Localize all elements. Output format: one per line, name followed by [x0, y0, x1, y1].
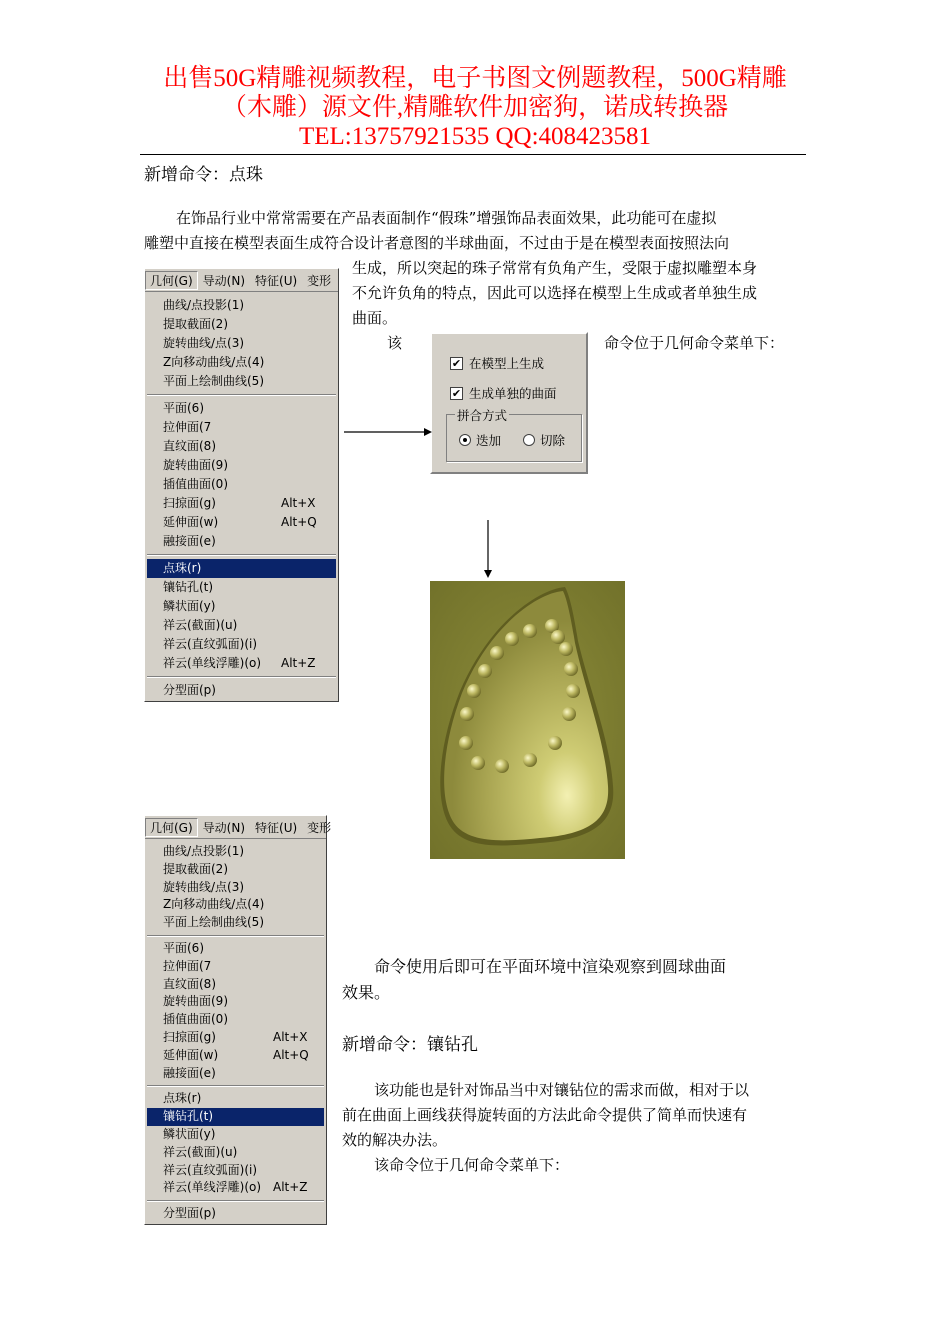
menu-item[interactable] [145, 1011, 326, 1029]
bead [490, 646, 504, 660]
checkbox-box: ✔ [451, 356, 462, 370]
menu-item-label: Z向移动曲线/点(4) [163, 355, 265, 369]
menu-item-label: Z向移动曲线/点(4) [163, 897, 265, 912]
menu-item-shortcut: Alt+Q [281, 515, 317, 529]
bead [467, 684, 481, 698]
menu-item-label: 祥云(直纹弧面)(i) [163, 637, 258, 651]
paragraph-line: 曲面。 [352, 309, 398, 327]
menu-item-label: 平面(6) [163, 401, 204, 415]
dot-bead-options-dialog [430, 332, 588, 474]
menu-item[interactable] [145, 494, 338, 513]
menu-item[interactable] [145, 437, 338, 456]
menu-item-label: 祥云(单线浮雕)(o) [163, 1180, 262, 1195]
menu-item-label: 扫掠面(g) [163, 496, 216, 510]
bead [523, 753, 537, 767]
paragraph-fragment: 命令位于几何命令菜单下： [604, 334, 785, 352]
bead [551, 630, 565, 644]
menu-item[interactable] [145, 958, 326, 976]
geometry-menu-screenshot-2 [144, 815, 332, 1225]
menu-item-label: 拉伸面(7 [163, 420, 212, 434]
down-arrow-icon [480, 520, 496, 580]
menubar-item[interactable]: 几何(G) [145, 818, 198, 837]
menu-item[interactable] [147, 1108, 324, 1126]
menu-item[interactable] [145, 1090, 326, 1108]
header-divider [140, 154, 806, 155]
section1-paragraph-top [144, 206, 806, 256]
menu-item[interactable] [145, 418, 338, 437]
section-title-diamond-hole: 新增命令：镶钻孔 [342, 1035, 478, 1055]
menu-separator [145, 673, 338, 681]
menu-item[interactable] [145, 616, 338, 635]
menu-separator [145, 932, 326, 940]
bead [564, 662, 578, 676]
menu-item-label: 旋转曲线/点(3) [163, 879, 245, 894]
menu-item-label: 平面上绘制曲线(5) [163, 374, 264, 388]
generate-on-model-checkbox[interactable] [450, 354, 544, 372]
group-title: 拼合方式 [457, 408, 508, 423]
menu-item[interactable] [145, 1144, 326, 1162]
header-line-2: （木雕）源文件,精雕软件加密狗，诺成转换器 [221, 94, 729, 121]
menu-item-label: 插值曲面(0) [163, 1012, 228, 1027]
bead [559, 642, 573, 656]
menu-item[interactable] [145, 578, 338, 597]
menu-separator [145, 1082, 326, 1090]
section1-result-text [342, 954, 808, 1006]
checkbox-label: 生成单独的曲面 [469, 386, 557, 401]
menu-item[interactable] [145, 681, 338, 700]
menu-item-label: 直纹面(8) [163, 439, 216, 453]
menubar-item[interactable]: 几何(G) [145, 271, 198, 290]
paragraph-fragment: 该 [387, 334, 403, 352]
menu-item-label: 提取截面(2) [163, 861, 228, 876]
menu-item-shortcut: Alt+Z [281, 656, 316, 670]
menu-item-label: 镶钻孔(t) [163, 1109, 214, 1124]
menu-item[interactable] [145, 334, 338, 353]
menu-item-label: 延伸面(w) [163, 515, 219, 529]
menu-item-shortcut: Alt+X [273, 1029, 308, 1044]
menu-item[interactable] [145, 879, 326, 897]
menu-item-label: 提取截面(2) [163, 317, 228, 331]
menu-item-label: 拉伸面(7 [163, 958, 212, 973]
menu-item[interactable] [145, 399, 338, 418]
radio-label: 迭加 [476, 433, 502, 448]
menu-item[interactable] [145, 1205, 326, 1223]
menu-item-label: 祥云(截面)(u) [163, 618, 238, 632]
menu-item-label: 平面(6) [163, 940, 204, 955]
menu-item[interactable] [145, 1162, 326, 1180]
paragraph-line: 该功能也是针对饰品当中对镶钻位的需求而做，相对于以 [374, 1081, 750, 1099]
menu-item[interactable] [145, 1179, 326, 1197]
menu-item[interactable] [145, 896, 326, 914]
bead [459, 736, 473, 750]
menu-item[interactable] [145, 843, 326, 861]
menu-item[interactable] [145, 513, 338, 532]
menu-item[interactable] [145, 372, 338, 391]
paragraph-line: 效的解决办法。 [342, 1131, 448, 1149]
menu-item-label: 延伸面(w) [163, 1047, 219, 1062]
menu-item-label: 祥云(直纹弧面)(i) [163, 1162, 258, 1177]
menu-item[interactable] [145, 1126, 326, 1144]
menu-item[interactable] [145, 654, 338, 673]
menu-item[interactable] [145, 635, 338, 654]
menu-item[interactable] [145, 475, 338, 494]
paragraph-line: 生成，所以突起的珠子常常有负角产生，受限于虚拟雕塑本身 [352, 259, 758, 277]
menubar-item[interactable]: 特征(U) [255, 273, 298, 288]
menu-item-label: 旋转曲面(9) [163, 458, 228, 472]
menu-item-label: 旋转曲面(9) [163, 994, 228, 1009]
geometry-menu-screenshot-1 [144, 268, 339, 702]
bead [523, 624, 537, 638]
menu-item-label: 融接面(e) [163, 1065, 216, 1080]
paragraph-line: 该命令位于几何命令菜单下： [374, 1156, 570, 1174]
menu-item[interactable] [145, 315, 338, 334]
paragraph-line: 雕塑中直接在模型表面生成符合设计者意图的半球曲面，不过由于是在模型表面按照法向 [144, 234, 730, 252]
generate-separate-surface-checkbox[interactable] [450, 384, 557, 402]
menubar-item[interactable]: 特征(U) [255, 820, 298, 835]
menu-item-shortcut: Alt+Z [273, 1180, 308, 1195]
menu-item-label: 分型面(p) [163, 683, 216, 697]
menu-item-label: 旋转曲线/点(3) [163, 336, 245, 350]
menu-separator [145, 391, 338, 399]
menubar-item[interactable]: 导动(N) [202, 820, 246, 835]
menu-item[interactable] [145, 456, 338, 475]
menu-item-label: 鳞状面(y) [163, 1126, 216, 1141]
bead [471, 756, 485, 770]
menu-item-label: 曲线/点投影(1) [163, 298, 245, 312]
radio-dot [523, 434, 535, 446]
section1-paragraph-side [352, 256, 808, 331]
menu-item-label: 祥云(截面)(u) [163, 1144, 238, 1159]
rendered-bead-model-image [430, 581, 625, 859]
paragraph-line: 命令使用后即可在平面环境中渲染观察到圆球曲面 [374, 957, 727, 976]
menu-separator [145, 1197, 326, 1205]
menu-item[interactable] [145, 296, 338, 315]
cut-radio[interactable] [523, 431, 565, 449]
paragraph-line: 前在曲面上画线获得旋转面的方法此命令提供了简单而快速有 [342, 1106, 748, 1124]
menu-item-label: 融接面(e) [163, 534, 216, 548]
menu-item[interactable] [145, 861, 326, 879]
menu-item[interactable] [147, 559, 336, 578]
radio-dot [459, 434, 471, 446]
menu-item[interactable] [145, 914, 326, 932]
radio-label: 切除 [540, 433, 566, 448]
right-arrow-icon [344, 424, 432, 440]
menu-item-label: 分型面(p) [163, 1206, 216, 1221]
section-title-dot-bead: 新增命令：点珠 [144, 165, 263, 185]
checkbox-label: 在模型上生成 [469, 356, 545, 371]
menu-item[interactable] [145, 940, 326, 958]
menubar-item[interactable]: 导动(N) [202, 273, 246, 288]
merge-mode-group [446, 408, 582, 462]
bead [460, 707, 474, 721]
bead [562, 707, 576, 721]
header-line-1: 出售50G精雕视频教程，电子书图文例题教程，500G精雕 [163, 65, 787, 92]
bead [505, 632, 519, 646]
menu-item[interactable] [145, 532, 338, 551]
menu-item-label: 祥云(单线浮雕)(o) [163, 656, 262, 670]
menu-item-shortcut: Alt+X [281, 496, 316, 510]
paragraph-line: 不允许负角的特点，因此可以选择在模型上生成或者单独生成 [352, 284, 758, 302]
bead [548, 736, 562, 750]
menu-item-label: 点珠(r) [163, 561, 202, 575]
menu-bar [145, 816, 332, 839]
header-line-3: TEL:13757921535 QQ:408423581 [298, 123, 652, 150]
menu-separator [145, 551, 338, 559]
menu-item-label: 点珠(r) [163, 1091, 202, 1106]
menu-item[interactable] [145, 1047, 326, 1065]
header-banner [140, 64, 810, 151]
bead [495, 759, 509, 773]
menu-item-label: 直纹面(8) [163, 976, 216, 991]
checkbox-box: ✔ [451, 386, 462, 400]
menu-item[interactable] [145, 353, 338, 372]
menu-item-label: 插值曲面(0) [163, 477, 228, 491]
bead [478, 664, 492, 678]
bead [566, 684, 580, 698]
menu-item-label: 扫掠面(g) [163, 1029, 216, 1044]
menu-item-label: 曲线/点投影(1) [163, 844, 245, 858]
menu-item-shortcut: Alt+Q [273, 1047, 309, 1062]
paragraph-line: 在饰品行业中常常需要在产品表面制作“假珠”增强饰品表面效果，此功能可在虚拟 [176, 209, 717, 227]
menu-bar [145, 269, 338, 292]
add-radio[interactable] [459, 431, 501, 449]
menu-item[interactable] [145, 993, 326, 1011]
menu-item[interactable] [145, 1029, 326, 1047]
section2-paragraph [342, 1078, 808, 1178]
menu-item[interactable] [145, 1065, 326, 1083]
menu-item-label: 镶钻孔(t) [163, 580, 214, 594]
paragraph-line: 效果。 [342, 983, 391, 1002]
menu-item-label: 鳞状面(y) [163, 599, 216, 613]
menubar-item[interactable]: 变形 [307, 820, 332, 835]
menu-item[interactable] [145, 976, 326, 994]
menu-item-label: 平面上绘制曲线(5) [163, 915, 264, 930]
menubar-item[interactable]: 变形 [307, 273, 332, 288]
menu-item[interactable] [145, 597, 338, 616]
